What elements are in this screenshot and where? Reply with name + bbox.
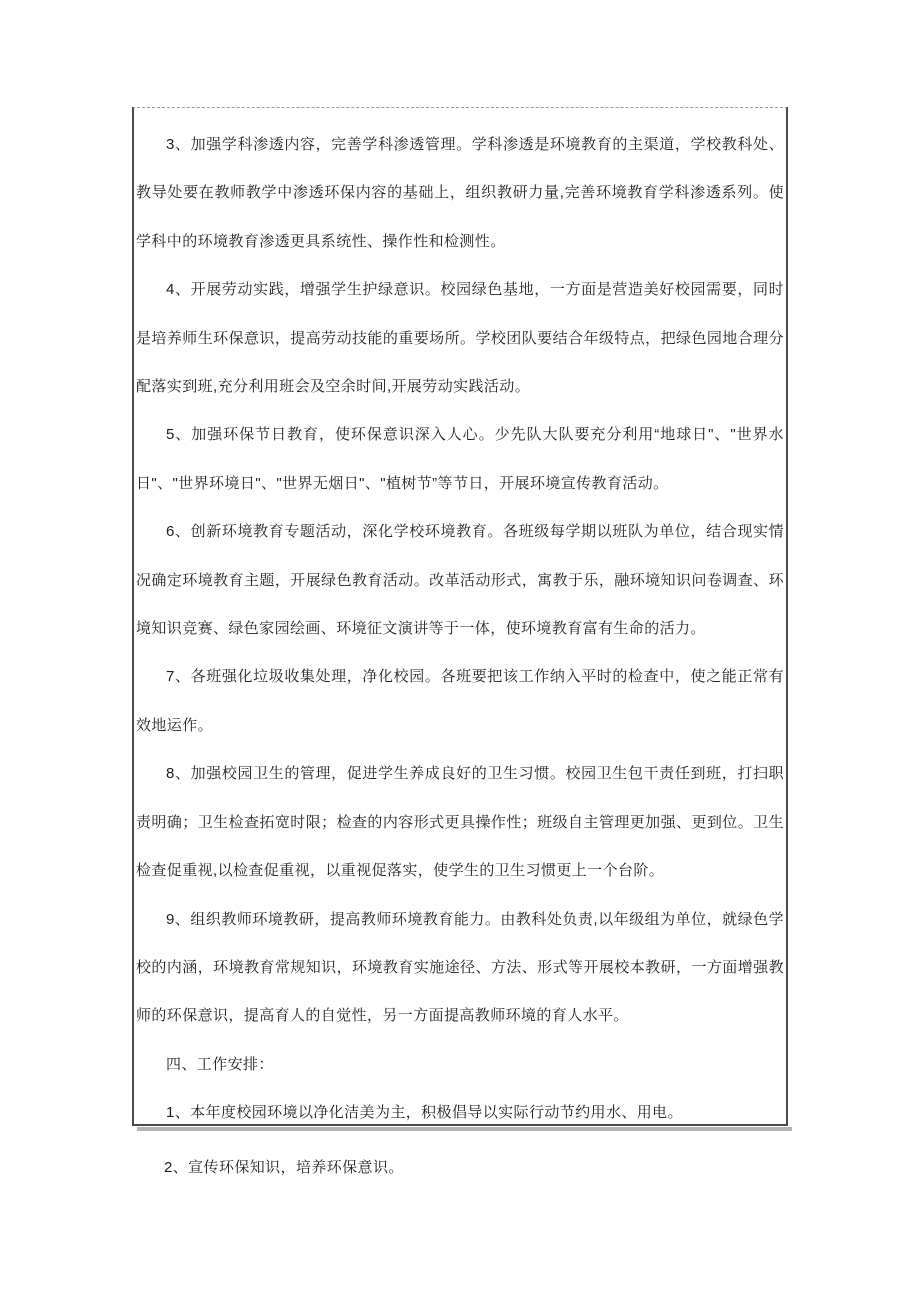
paragraph-item-3: 3、加强学科渗透内容，完善学科渗透管理。学科渗透是环境教育的主渠道，学校教科处、教导处要在教师教学中渗透环保内容的基础上，组织教研力量,完善环境教育学科渗透系列。使学科中的环境教育渗透更具系统性、操作性和检测性。	[136, 136, 784, 250]
page-border-shadow	[137, 1127, 792, 1131]
bordered-text-block	[132, 107, 788, 1126]
paragraph-item-5: 5、加强环保节日教育，使环保意识深入人心。少先队大队要充分利用“地球日"、"世界水日"、"世界环境日"、"世界无烟日"、"植树节”等节日，开展环境宣传教育活动。	[136, 426, 784, 492]
below-border-text-block	[132, 1144, 788, 1192]
section-heading-work-arrangement: 四、工作安排：	[166, 1055, 274, 1073]
paragraph-item-8: 8、加强校园卫生的管理，促进学生养成良好的卫生习惯。校园卫生包干责任到班，打扫职责明确；卫生检查拓宽时限；检查的内容形式更具操作性；班级自主管理更加强、更到位。卫生检查促重视,以检查促重视，以重视促落实，使学生的卫生习惯更上一个台阶。	[136, 765, 784, 880]
paragraph-item-9: 9、组织教师环境教研，提高教师环境教育能力。由教科处负责,以年级组为单位，就绿色学校的内涵，环境教育常规知识，环境教育实施途径、方法、形式等开展校本教研，一方面增强教师的环保意识，提高育人的自觉性，另一方面提高教师环境的育人水平。	[136, 910, 784, 1025]
paragraph-item-4: 4、开展劳动实践，增强学生护绿意识。校园绿色基地，一方面是营造美好校园需要，同时是培养师生环保意识，提高劳动技能的重要场所。学校团队要结合年级特点，把绿色园地合理分配落实到班,充分利用班会及空余时间,开展劳动实践活动。	[136, 281, 784, 396]
paragraph-item-7: 7、各班强化垃圾收集处理，净化校园。各班要把该工作纳入平时的检查中，使之能正常有效地运作。	[136, 668, 784, 734]
work-item-1: 1、本年度校园环境以净化洁美为主，积极倡导以实际行动节约用水、用电。	[166, 1104, 683, 1122]
paragraph-item-6: 6、创新环境教育专题活动，深化学校环境教育。各班级每学期以班队为单位，结合现实情况确定环境教育主题，开展绿色教育活动。改革活动形式，寓教于乐，融环境知识问卷调查、环境知识竞赛、绿色家园绘画、环境征文演讲等于一体，使环境教育富有生命的活力。	[136, 523, 784, 638]
work-item-2: 2、宣传环保知识，培养环保意识。	[164, 1159, 404, 1176]
